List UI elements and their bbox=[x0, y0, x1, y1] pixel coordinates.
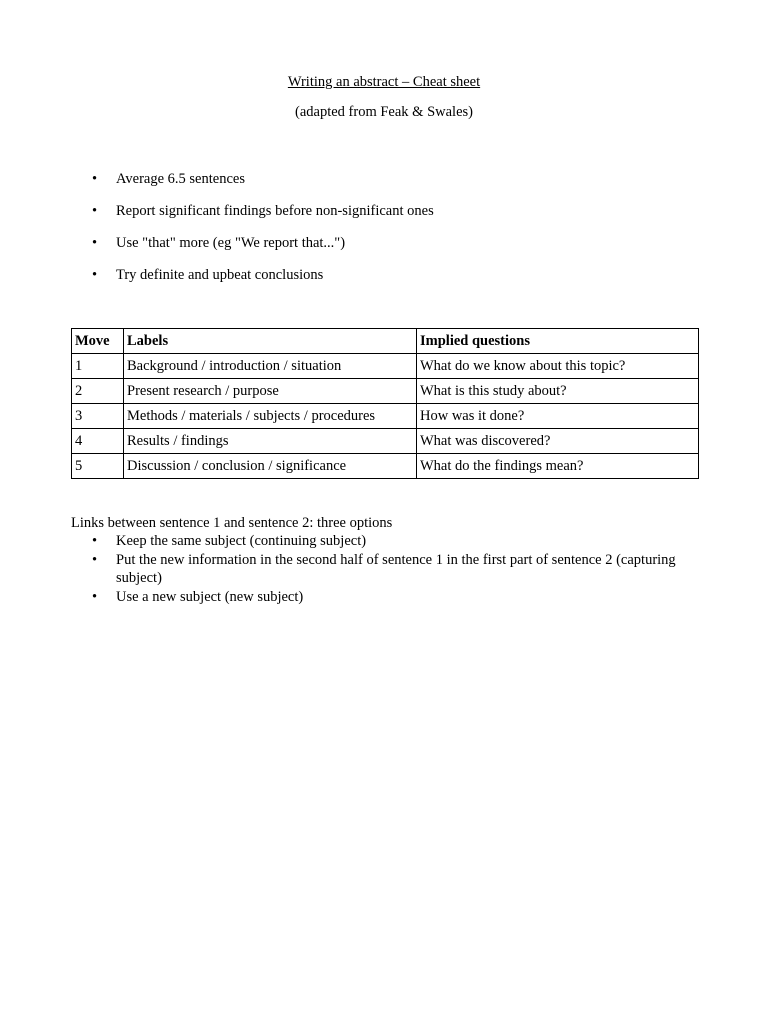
label-cell: Discussion / conclusion / significance bbox=[124, 454, 417, 479]
question-cell: What do the findings mean? bbox=[417, 454, 699, 479]
table-row bbox=[72, 454, 699, 479]
option-text: Keep the same subject (continuing subject) bbox=[116, 533, 367, 549]
bullet-icon: • bbox=[92, 551, 98, 568]
move-number-cell: 3 bbox=[72, 404, 124, 429]
table-header-row bbox=[72, 329, 699, 354]
bullet-icon: • bbox=[92, 533, 98, 549]
option-text: Use a new subject (new subject) bbox=[116, 588, 304, 605]
question-cell: How was it done? bbox=[417, 404, 699, 429]
tip-text: Report significant findings before non-significant ones bbox=[116, 203, 434, 219]
bullet-icon: • bbox=[92, 171, 98, 187]
table-row bbox=[72, 354, 699, 379]
list-item bbox=[0, 234, 434, 266]
bullet-icon: • bbox=[92, 588, 98, 605]
column-header-implied-questions: Implied questions bbox=[417, 329, 699, 354]
move-number-cell: 5 bbox=[72, 454, 124, 479]
table-row bbox=[72, 404, 699, 429]
label-cell: Results / findings bbox=[124, 429, 417, 454]
label-cell: Present research / purpose bbox=[124, 379, 417, 404]
list-item bbox=[0, 266, 434, 298]
label-cell: Background / introduction / situation bbox=[124, 354, 417, 379]
option-text: Put the new information in the second half of sentence 1 in the first part of sentence 2 (capturing subject) bbox=[116, 551, 676, 586]
move-number-cell: 2 bbox=[72, 379, 124, 404]
list-item bbox=[0, 532, 700, 551]
question-cell: What is this study about? bbox=[417, 379, 699, 404]
table-row bbox=[72, 429, 699, 454]
tip-text: Try definite and upbeat conclusions bbox=[116, 267, 324, 283]
move-number-cell: 1 bbox=[72, 354, 124, 379]
bullet-icon: • bbox=[92, 203, 98, 219]
bullet-icon: • bbox=[92, 235, 98, 251]
question-cell: What was discovered? bbox=[417, 429, 699, 454]
label-cell: Methods / materials / subjects / procedures bbox=[124, 404, 417, 429]
column-header-move: Move bbox=[72, 329, 124, 354]
page-title: Writing an abstract – Cheat sheet bbox=[287, 74, 481, 90]
page-subtitle: (adapted from Feak & Swales) bbox=[295, 104, 473, 120]
links-heading: Links between sentence 1 and sentence 2: three options bbox=[71, 515, 393, 531]
move-number-cell: 4 bbox=[72, 429, 124, 454]
list-item bbox=[0, 170, 434, 202]
list-item bbox=[0, 551, 700, 588]
table-row bbox=[72, 379, 699, 404]
list-item bbox=[0, 588, 700, 607]
tips-list bbox=[0, 170, 434, 298]
links-options-list bbox=[0, 532, 700, 606]
bullet-icon: • bbox=[92, 267, 98, 283]
list-item bbox=[0, 202, 434, 234]
tip-text: Average 6.5 sentences bbox=[116, 171, 245, 187]
tip-text: Use "that" more (eg "We report that...") bbox=[116, 235, 346, 251]
column-header-labels: Labels bbox=[124, 329, 417, 354]
moves-table bbox=[71, 328, 699, 479]
question-cell: What do we know about this topic? bbox=[417, 354, 699, 379]
